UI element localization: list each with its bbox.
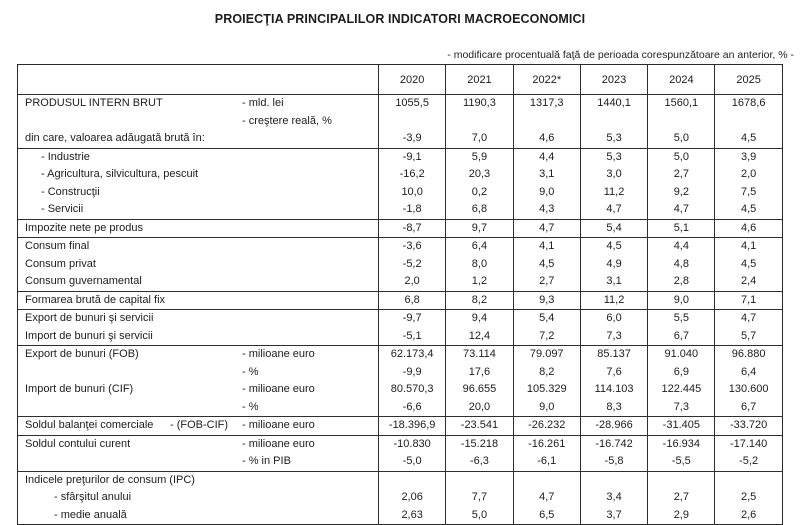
cell-value <box>715 113 782 131</box>
row-label: Impozite nete pe produs <box>25 221 144 234</box>
macro-indicators-table <box>17 64 783 525</box>
cell-value <box>379 471 446 489</box>
table-unit-subtitle: - modificare procentuală faţă de perioada corespunzătoare an anterior, % - <box>447 49 794 61</box>
cell-value: 2,63 <box>379 507 446 525</box>
cell-value: -16.742 <box>580 435 647 453</box>
row-label-cell <box>18 310 379 328</box>
row-unit-label: - milioane euro <box>242 348 315 360</box>
cell-value: -1,8 <box>379 201 446 219</box>
cell-value: 12,4 <box>446 328 513 346</box>
cell-value: 7,3 <box>580 328 647 346</box>
row-label-cell <box>18 435 379 453</box>
table-block <box>18 417 783 436</box>
table-row <box>18 471 783 489</box>
cell-value: 4,9 <box>580 256 647 274</box>
cell-value: 7,3 <box>648 399 715 417</box>
cell-value: -9,9 <box>379 364 446 382</box>
row-label: Soldul balanţei comerciale <box>25 419 154 431</box>
table-block <box>18 219 783 238</box>
cell-value: 6,7 <box>715 399 782 417</box>
cell-value: 4,7 <box>648 201 715 219</box>
cell-value: 6,0 <box>580 310 647 328</box>
cell-value: 105.329 <box>513 381 580 399</box>
cell-value: 9,0 <box>513 184 580 202</box>
cell-value: 4,5 <box>513 256 580 274</box>
row-label-cell <box>18 238 379 256</box>
cell-value: 6,4 <box>715 364 782 382</box>
year-column-header: 2021 <box>446 65 513 95</box>
cell-value: -15.218 <box>446 435 513 453</box>
cell-value: -16.261 <box>513 435 580 453</box>
cell-value: 1190,3 <box>446 95 513 113</box>
row-label: PRODUSUL INTERN BRUT <box>25 97 163 109</box>
row-unit-label: - milioane euro <box>242 437 315 450</box>
cell-value <box>513 471 580 489</box>
row-label-cell <box>18 273 379 291</box>
table-row <box>18 219 783 238</box>
row-unit-label: - % <box>242 400 259 413</box>
cell-value: 73.114 <box>446 346 513 364</box>
cell-value: 4,3 <box>513 201 580 219</box>
row-label-cell <box>18 453 379 471</box>
cell-value: -5,2 <box>379 256 446 274</box>
row-label: - Agricultura, silvicultura, pescuit <box>41 168 199 180</box>
cell-value: 8,2 <box>513 364 580 382</box>
cell-value: 4,4 <box>648 238 715 256</box>
row-label-cell <box>18 399 379 417</box>
cell-value: 2,5 <box>715 489 782 507</box>
cell-value: -31.405 <box>648 417 715 436</box>
row-label: Export de bunuri (FOB) <box>25 348 139 360</box>
cell-value: 1055,5 <box>379 95 446 113</box>
cell-value: 80.570,3 <box>379 381 446 399</box>
cell-value: 5,3 <box>580 148 647 166</box>
cell-value: 2,06 <box>379 489 446 507</box>
cell-value: -6,6 <box>379 399 446 417</box>
cell-value: -6,1 <box>513 453 580 471</box>
cell-value <box>648 471 715 489</box>
table-row <box>18 148 783 166</box>
cell-value: 1678,6 <box>715 95 782 113</box>
cell-value: 9,2 <box>648 184 715 202</box>
row-label: Soldul contului curent <box>25 437 131 450</box>
row-label: Indicele preţurilor de consum (IPC) <box>25 473 195 486</box>
cell-value: 4,5 <box>715 130 782 148</box>
cell-value: -3,9 <box>379 130 446 148</box>
cell-value: 4,1 <box>715 238 782 256</box>
cell-value: 7,7 <box>446 489 513 507</box>
cell-value: 114.103 <box>580 381 647 399</box>
cell-value: 2,0 <box>379 273 446 291</box>
cell-value: -5,5 <box>648 453 715 471</box>
cell-value: 5,0 <box>648 130 715 148</box>
table-row <box>18 417 783 436</box>
cell-value: 1560,1 <box>648 95 715 113</box>
row-label: - Servicii <box>41 203 84 215</box>
row-label: - medie anuală <box>54 508 127 521</box>
cell-value: 96.880 <box>715 346 782 364</box>
cell-value: 20,0 <box>446 399 513 417</box>
cell-value: 2,6 <box>715 507 782 525</box>
cell-value: -5,1 <box>379 328 446 346</box>
cell-value: -23.541 <box>446 417 513 436</box>
cell-value: -3,6 <box>379 238 446 256</box>
cell-value: 5,9 <box>446 148 513 166</box>
cell-value: 9,0 <box>513 399 580 417</box>
cell-value: 7,1 <box>715 291 782 310</box>
year-column-header: 2023 <box>580 65 647 95</box>
cell-value: 1,2 <box>446 273 513 291</box>
row-label-cell <box>18 95 379 113</box>
row-label-cell <box>18 184 379 202</box>
cell-value: 2,9 <box>648 507 715 525</box>
table-block <box>18 148 783 219</box>
cell-value: 6,8 <box>379 291 446 310</box>
cell-value: -17.140 <box>715 435 782 453</box>
cell-value: 5,4 <box>513 310 580 328</box>
table-row <box>18 489 783 507</box>
table-row <box>18 113 783 131</box>
cell-value: 9,0 <box>648 291 715 310</box>
cell-value: 3,1 <box>513 166 580 184</box>
row-unit-label: - % <box>242 365 259 378</box>
cell-value: -18.396,9 <box>379 417 446 436</box>
cell-value: 4,7 <box>715 310 782 328</box>
table-row <box>18 95 783 113</box>
cell-value: 4,4 <box>513 148 580 166</box>
year-column-header: 2020 <box>379 65 446 95</box>
cell-value: -16.934 <box>648 435 715 453</box>
cell-value: 11,2 <box>580 291 647 310</box>
cell-value <box>446 113 513 131</box>
cell-value <box>580 471 647 489</box>
cell-value: -26.232 <box>513 417 580 436</box>
table-row <box>18 435 783 453</box>
cell-value: 96.655 <box>446 381 513 399</box>
table-row <box>18 453 783 471</box>
table-block <box>18 238 783 292</box>
cell-value: 4,6 <box>715 219 782 238</box>
cell-value: 4,7 <box>580 201 647 219</box>
cell-value: 1440,1 <box>580 95 647 113</box>
cell-value: 4,7 <box>513 489 580 507</box>
cell-value: 4,1 <box>513 238 580 256</box>
table-row <box>18 291 783 310</box>
cell-value: -9,1 <box>379 148 446 166</box>
table-row <box>18 346 783 364</box>
cell-value <box>446 471 513 489</box>
cell-value <box>648 113 715 131</box>
cell-value: 9,3 <box>513 291 580 310</box>
table-row <box>18 238 783 256</box>
row-label-cell <box>18 166 379 184</box>
row-unit-label: - % in PIB <box>242 455 291 467</box>
cell-value: 3,1 <box>580 273 647 291</box>
row-label-cell <box>18 489 379 507</box>
cell-value: 6,4 <box>446 238 513 256</box>
table-row <box>18 328 783 346</box>
cell-value: -28.966 <box>580 417 647 436</box>
table-row <box>18 184 783 202</box>
corner-cell <box>18 65 379 95</box>
cell-value: 4,8 <box>648 256 715 274</box>
cell-value: 0,2 <box>446 184 513 202</box>
row-label-cell <box>18 130 379 148</box>
row-label: Export de bunuri şi servicii <box>25 312 154 324</box>
table-block <box>18 471 783 525</box>
year-column-header: 2022* <box>513 65 580 95</box>
table-block <box>18 310 783 346</box>
row-label: Consum guvernamental <box>25 275 142 287</box>
cell-value: 7,0 <box>446 130 513 148</box>
table-block <box>18 435 783 471</box>
cell-value: 20,3 <box>446 166 513 184</box>
row-label: Consum final <box>25 240 90 252</box>
table-row <box>18 399 783 417</box>
cell-value: 79.097 <box>513 346 580 364</box>
cell-value: 3,9 <box>715 148 782 166</box>
cell-value: 91.040 <box>648 346 715 364</box>
cell-value: -6,3 <box>446 453 513 471</box>
row-label-cell <box>18 328 379 346</box>
row-unit-label: - creştere reală, % <box>242 114 332 127</box>
cell-value: 5,0 <box>648 148 715 166</box>
row-unit-label: - mld. lei <box>242 97 284 109</box>
table-block <box>18 291 783 310</box>
cell-value: 6,7 <box>648 328 715 346</box>
row-label-cell <box>18 381 379 399</box>
cell-value: 2,8 <box>648 273 715 291</box>
cell-value: 5,4 <box>580 219 647 238</box>
cell-value: -10.830 <box>379 435 446 453</box>
table-row <box>18 273 783 291</box>
row-label-cell <box>18 201 379 219</box>
row-label: Import de bunuri (CIF) <box>25 383 134 395</box>
row-label-cell <box>18 346 379 364</box>
cell-value: 5,7 <box>715 328 782 346</box>
table-block <box>18 95 783 149</box>
cell-value: 2,7 <box>648 166 715 184</box>
cell-value: -8,7 <box>379 219 446 238</box>
row-label-cell <box>18 113 379 131</box>
row-sublabel: - (FOB-CIF) <box>170 419 229 431</box>
cell-value: 6,5 <box>513 507 580 525</box>
cell-value: 8,3 <box>580 399 647 417</box>
cell-value: 5,3 <box>580 130 647 148</box>
cell-value: 5,5 <box>648 310 715 328</box>
cell-value: -16,2 <box>379 166 446 184</box>
table-row <box>18 166 783 184</box>
row-unit-label: - milioane euro <box>242 383 315 395</box>
row-label-cell <box>18 256 379 274</box>
cell-value <box>379 113 446 131</box>
report-title: PROIECŢIA PRINCIPALILOR INDICATORI MACROECONOMICI <box>214 12 586 26</box>
row-label: Formarea brută de capital fix <box>25 293 166 306</box>
row-label: - Industrie <box>41 150 90 163</box>
cell-value: 7,5 <box>715 184 782 202</box>
cell-value <box>580 113 647 131</box>
cell-value: 2,0 <box>715 166 782 184</box>
cell-value: 7,2 <box>513 328 580 346</box>
cell-value: -33.720 <box>715 417 782 436</box>
row-label-cell <box>18 364 379 382</box>
cell-value: 3,4 <box>580 489 647 507</box>
table-row <box>18 201 783 219</box>
cell-value: -9,7 <box>379 310 446 328</box>
cell-value: 9,7 <box>446 219 513 238</box>
cell-value: 3,0 <box>580 166 647 184</box>
cell-value: 7,6 <box>580 364 647 382</box>
table-row <box>18 130 783 148</box>
row-label: - sfârşitul anului <box>54 491 132 503</box>
cell-value: 4,6 <box>513 130 580 148</box>
row-label-cell <box>18 291 379 310</box>
row-label-cell <box>18 219 379 238</box>
cell-value: 2,4 <box>715 273 782 291</box>
cell-value <box>513 113 580 131</box>
cell-value: 5,1 <box>648 219 715 238</box>
row-label: din care, valoarea adăugată brută în: <box>25 132 205 144</box>
table-row <box>18 507 783 525</box>
cell-value: 9,4 <box>446 310 513 328</box>
cell-value: 62.173,4 <box>379 346 446 364</box>
cell-value: 8,0 <box>446 256 513 274</box>
table-row <box>18 364 783 382</box>
table-row <box>18 256 783 274</box>
cell-value: 6,9 <box>648 364 715 382</box>
row-label: - Construcţii <box>41 185 100 198</box>
year-header-row <box>18 65 783 95</box>
year-column-header: 2024 <box>648 65 715 95</box>
row-label-cell <box>18 148 379 166</box>
row-label-cell <box>18 507 379 525</box>
cell-value: 4,7 <box>513 219 580 238</box>
cell-value: 2,7 <box>648 489 715 507</box>
table-row <box>18 310 783 328</box>
cell-value: 4,5 <box>715 256 782 274</box>
cell-value: -5,0 <box>379 453 446 471</box>
cell-value: 130.600 <box>715 381 782 399</box>
cell-value: 11,2 <box>580 184 647 202</box>
cell-value: 4,5 <box>715 201 782 219</box>
cell-value: 85.137 <box>580 346 647 364</box>
cell-value: -5,2 <box>715 453 782 471</box>
cell-value: -5,8 <box>580 453 647 471</box>
cell-value: 4,5 <box>580 238 647 256</box>
cell-value: 6,8 <box>446 201 513 219</box>
cell-value: 17,6 <box>446 364 513 382</box>
row-unit-label: - milioane euro <box>242 419 315 431</box>
cell-value: 10,0 <box>379 184 446 202</box>
cell-value: 2,7 <box>513 273 580 291</box>
cell-value: 1317,3 <box>513 95 580 113</box>
row-label: Import de bunuri şi servicii <box>25 329 153 342</box>
cell-value: 8,2 <box>446 291 513 310</box>
row-label-cell <box>18 417 379 436</box>
cell-value: 5,0 <box>446 507 513 525</box>
row-label-cell <box>18 471 379 489</box>
year-column-header: 2025 <box>715 65 782 95</box>
table-header <box>18 65 783 95</box>
table-row <box>18 381 783 399</box>
cell-value: 122.445 <box>648 381 715 399</box>
table-block <box>18 346 783 417</box>
cell-value <box>715 471 782 489</box>
cell-value: 3,7 <box>580 507 647 525</box>
row-label: Consum privat <box>25 257 96 270</box>
